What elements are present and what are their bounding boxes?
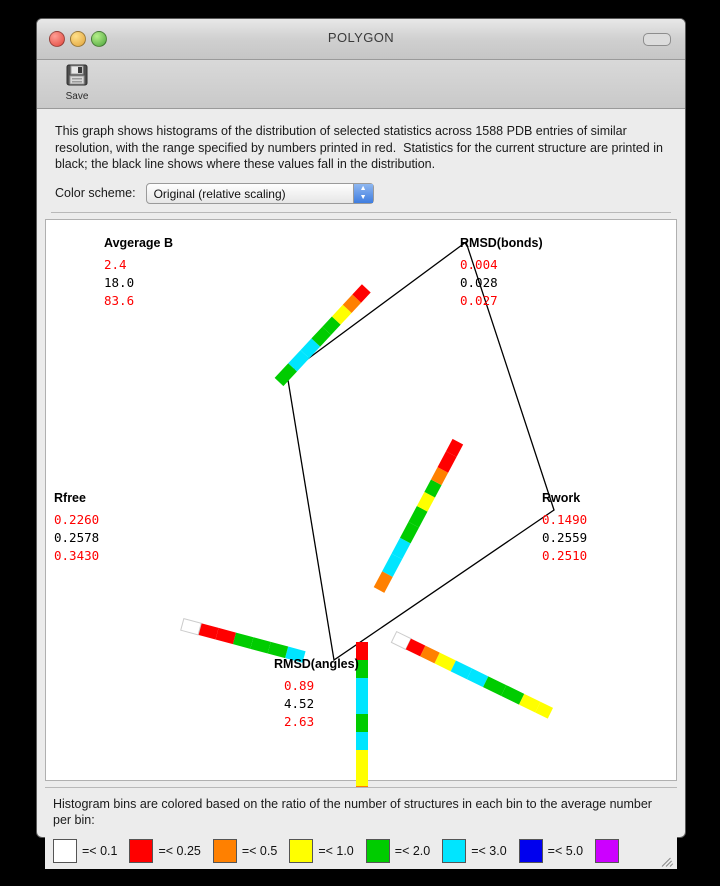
legend-item [366,839,430,863]
color-scheme-selected-value: Original (relative scaling) [153,186,286,201]
legend-item [53,839,117,863]
legend-item [595,839,624,863]
axis-min-rmsd-angles: 0.89 [284,677,315,693]
axis-label-rfree: Rfree [54,490,86,505]
axis-min-rwork: 0.1490 [542,511,588,527]
legend-label-1: =< 0.25 [158,843,201,858]
resize-grip[interactable] [661,855,675,869]
axis-label-rmsd-angles: RMSD(angles) [274,656,359,671]
axis-value-average-b: 18.0 [104,274,135,290]
color-scheme-label: Color scheme: [55,186,136,200]
axis-label-average-b: Avgerage B [104,235,174,250]
toolbar [37,60,685,109]
legend-item [442,839,506,863]
legend-swatch-2 [213,839,237,863]
legend-swatch-4 [366,839,390,863]
legend-label-4: =< 2.0 [394,843,431,858]
window-title: POLYGON [327,30,395,45]
toolbar-toggle-button[interactable] [643,33,671,46]
title-bar [37,19,685,60]
axis-max-average-b: 83.6 [104,292,135,308]
legend-item [519,839,583,863]
legend-label-6: =< 5.0 [547,843,584,858]
save-button[interactable] [49,62,105,102]
legend-panel [45,787,677,869]
legend-item [289,839,353,863]
axis-min-rmsd-bonds: 0.004 [460,256,498,272]
axis-max-rwork: 0.2510 [542,547,588,563]
legend-label-5: =< 3.0 [471,843,507,858]
color-scheme-row [51,179,671,213]
axis-max-rfree: 0.3430 [54,547,100,563]
current-structure-polygon [286,242,554,660]
polygon-plot-svg [46,220,676,778]
legend-label-0: =< 0.1 [82,843,118,858]
legend-swatch-1 [129,839,153,863]
chevron-updown-icon: ▲ ▼ [353,184,373,203]
legend-swatch-5 [442,839,466,863]
legend-label-2: =< 0.5 [241,843,278,858]
description-panel [45,115,677,217]
legend-swatch-7 [595,839,619,863]
axis-bar-rmsd-bonds [374,438,463,592]
description-text: This graph shows histograms of the distribution of selected statistics across 1588 PDB entries of similar resolution, with the range specified by numbers printed in red. Statistics for the current structure are printed in black; the black line shows where these values fall in the distribution. [55,124,667,171]
axis-max-rmsd-bonds: 0.027 [460,292,498,308]
application-window [36,18,686,858]
axis-value-rwork: 0.2559 [542,529,588,545]
legend-item [129,839,200,863]
legend-description: Histogram bins are colored based on the ratio of the number of structures in each bin to the average number per bin: [53,796,656,827]
legend-label-3: =< 1.0 [318,843,354,858]
legend-item [213,839,277,863]
axis-value-rmsd-bonds: 0.028 [460,274,498,290]
legend-swatch-0 [53,839,77,863]
save-button-label: Save [65,91,89,102]
floppy-disk-icon [49,62,105,90]
polygon-graph[interactable] [45,219,677,781]
legend-swatch-3 [289,839,313,863]
legend-items [49,839,673,863]
axis-min-rfree: 0.2260 [54,511,100,527]
axis-value-rmsd-angles: 4.52 [284,695,315,711]
color-scheme-select[interactable] [146,183,374,204]
axis-bar-average-b [275,284,371,386]
axis-max-rmsd-angles: 2.63 [284,713,315,729]
axis-value-rfree: 0.2578 [54,529,100,545]
axis-bar-rwork [391,631,553,718]
axis-label-rmsd-bonds: RMSD(bonds) [460,235,543,250]
legend-swatch-6 [519,839,543,863]
axis-min-average-b: 2.4 [104,256,127,272]
axis-label-rwork: Rwork [542,490,581,505]
